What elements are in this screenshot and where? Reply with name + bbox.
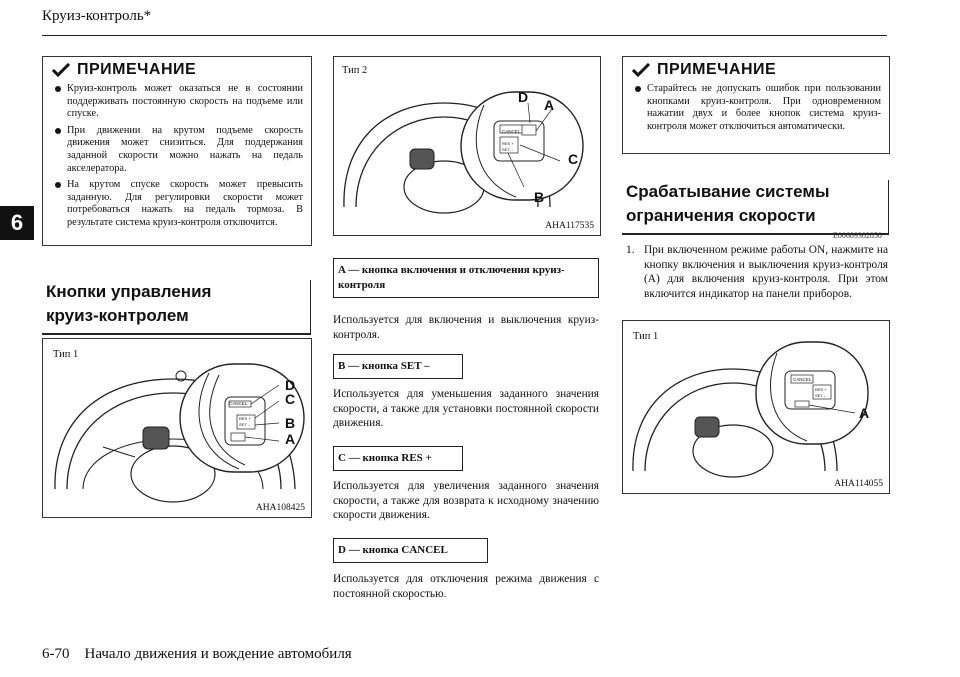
section-reference-code: E00609302850 xyxy=(833,231,882,240)
step-number: 1. xyxy=(626,244,635,256)
footer-section-title: Начало движения и вождение автомобиля xyxy=(84,646,352,662)
step-1 xyxy=(622,243,888,301)
section-title-speed-limit xyxy=(622,180,889,235)
button-text-res: RES + xyxy=(239,416,251,421)
figure-type-label: Тип 1 xyxy=(53,349,79,360)
callout-label-D: D xyxy=(285,377,296,393)
button-closeup-illustration xyxy=(755,341,869,445)
note-item: Старайтесь не допускать ошибок при пользовании кнопками круиз-контроля. При одновременном нажатии двух и более кнопок система круиз-контроля может отключиться автоматически. xyxy=(633,83,881,133)
callout-label-A: A xyxy=(859,405,870,421)
callout-label-A: A xyxy=(544,97,555,113)
figure-type-label: Тип 2 xyxy=(342,65,368,76)
label-button-A: A — кнопка включения и отключения круиз-контроля xyxy=(333,258,599,298)
label-button-B: B — кнопка SET – xyxy=(333,354,463,379)
callout-label-B: B xyxy=(285,415,296,431)
figure-code: AHA117535 xyxy=(545,221,594,231)
section-title-line: круиз-контролем xyxy=(46,306,189,325)
step-text: При включенном режиме работы ON, нажмите на кнопку включения и выключения круиз-контроля (A) для включения круиз-контроля. При этом включится индикатор на панели приборов. xyxy=(644,244,888,300)
description-button-D: Используется для отключения режима движения с постоянной скоростью. xyxy=(333,573,599,600)
note-list xyxy=(53,83,303,230)
note-item: При движении на крутом подъеме скорость движения может снизиться. Для поддержания заданной скорости можно нажать на педаль акселератора. xyxy=(53,125,303,175)
note-item: На крутом спуске скорость может превысить заданную. Для регулировки скорости может потребоваться нажать на педаль тормоза. В результате система круиз-контроля отключится. xyxy=(53,179,303,229)
button-text-res: RES + xyxy=(815,387,827,392)
note-heading-text: ПРИМЕЧАНИЕ xyxy=(657,61,777,78)
button-text-cancel: CANCEL xyxy=(793,377,812,382)
figure-type1 xyxy=(42,338,312,518)
note-box-left xyxy=(42,56,312,246)
description-button-A: Используется для включения и выключения круиз-контроля. xyxy=(333,314,599,341)
callout-label-C: C xyxy=(285,391,296,407)
description-button-C: Используется для увеличения заданного значения скорости, а также для возврата к исходному значению скорости движения. xyxy=(333,480,599,521)
description-button-B: Используется для уменьшения заданного значения скорости, а также для установки постоянной скорости движения. xyxy=(333,388,599,429)
button-text-res: RES + xyxy=(502,141,514,146)
callout-label-B: B xyxy=(534,189,545,205)
note-item: Круиз-контроль может оказаться не в состоянии поддерживать постоянную скорость на подъеме или спуске. xyxy=(53,83,303,121)
pencil-icon xyxy=(631,63,651,77)
callout-label-A: A xyxy=(285,431,296,447)
pencil-icon xyxy=(51,63,71,77)
button-text-set: SET – xyxy=(502,147,514,152)
button-text-cancel: CANCEL xyxy=(229,401,248,406)
note-box-right xyxy=(622,56,890,154)
section-title-buttons xyxy=(42,280,311,335)
header-rule xyxy=(42,35,887,36)
note-heading-text: ПРИМЕЧАНИЕ xyxy=(77,61,197,78)
figure-code: AHA108425 xyxy=(255,503,305,513)
figure-code: AHA114055 xyxy=(834,479,883,489)
figure-type-label: Тип 1 xyxy=(633,331,659,342)
button-text-cancel: CANCEL xyxy=(502,129,521,134)
figure-type1-right xyxy=(622,320,890,494)
figure-type2 xyxy=(333,56,601,236)
note-heading xyxy=(623,57,889,79)
page-number: 6-70 xyxy=(42,646,70,662)
chapter-tab: 6 xyxy=(0,206,34,240)
button-text-set: SET – xyxy=(239,422,251,427)
label-button-D: D — кнопка CANCEL xyxy=(333,538,488,563)
callout-label-D: D xyxy=(518,89,529,105)
section-title-line: ограничения скорости xyxy=(626,206,816,225)
button-closeup-illustration xyxy=(460,91,584,201)
section-title-line: Срабатывание системы xyxy=(626,182,830,201)
callout-label-C: C xyxy=(568,151,579,167)
note-list xyxy=(633,83,881,133)
note-heading xyxy=(43,57,311,79)
button-text-set: SET – xyxy=(815,393,827,398)
page-header-title: Круиз-контроль* xyxy=(42,8,152,24)
section-title-line: Кнопки управления xyxy=(46,282,212,301)
label-button-C: C — кнопка RES + xyxy=(333,446,463,471)
page-footer xyxy=(42,646,352,663)
